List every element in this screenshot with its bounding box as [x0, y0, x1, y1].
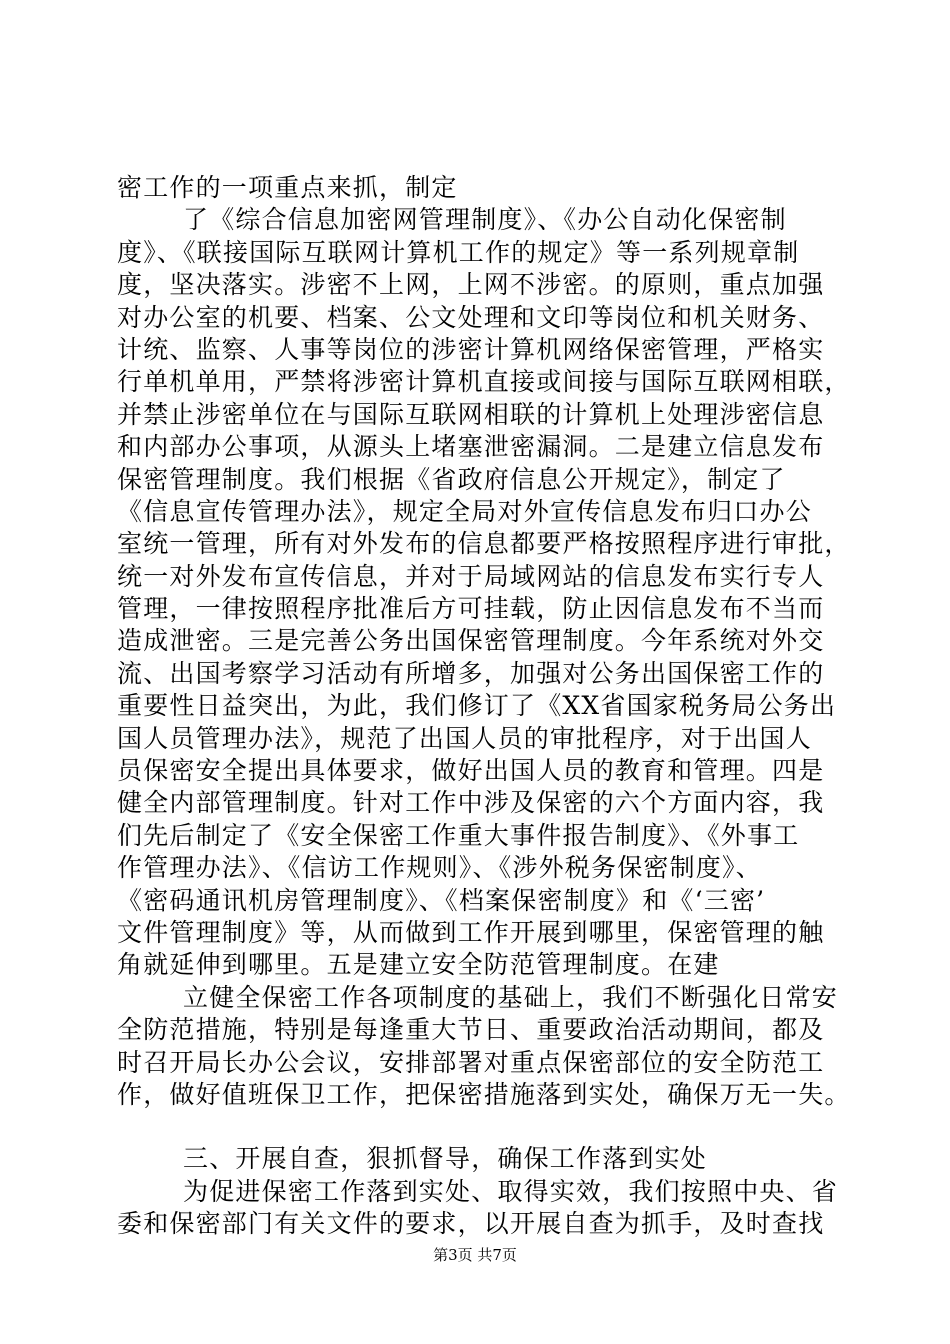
text-line: 《信息宣传管理办法》，规定全局对外宣传信息发布归口办公: [117, 496, 812, 526]
text-line: 们先后制定了《安全保密工作重大事件报告制度》、《外事工: [117, 820, 800, 850]
text-line: 管理，一律按照程序批准后方可挂载，防止因信息发布不当而: [117, 594, 825, 624]
paragraph: [117, 204, 851, 981]
text-line: 全防范措施，特别是每逢重大节日、重要政治活动期间，都及: [117, 1015, 825, 1045]
text-line: 度》、《联接国际互联网计算机工作的规定》等一系列规章制: [117, 237, 800, 267]
text-line: 造成泄密。三是完善公务出国保密管理制度。今年系统对外交: [117, 626, 825, 656]
text-line: 立健全保密工作各项制度的基础上，我们不断强化日常安: [183, 982, 839, 1012]
text-line: 度，坚决落实。涉密不上网，上网不涉密。的原则，重点加强: [117, 270, 825, 300]
text-line: 作，做好值班保卫工作，把保密措施落到实处，确保万无一失。: [117, 1079, 851, 1109]
text-line: 行单机单用，严禁将涉密计算机直接或间接与国际互联网相联，: [117, 367, 851, 397]
text-line: 和内部办公事项，从源头上堵塞泄密漏洞。二是建立信息发布: [117, 432, 825, 462]
text-line: 委和保密部门有关文件的要求，以开展自查为抓手，及时查找: [117, 1209, 825, 1239]
section-heading: [117, 1143, 837, 1175]
text-line: 统一对外发布宣传信息，并对于局域网站的信息发布实行专人: [117, 561, 825, 591]
document-body: [117, 172, 851, 1241]
text-line: 为促进保密工作落到实处、取得实效，我们按照中央、省: [183, 1176, 839, 1206]
text-line: 保密管理制度。我们根据《省政府信息公开规定》，制定了: [117, 464, 786, 494]
paragraph: [117, 982, 851, 1112]
text-line: 国人员管理办法》，规范了出国人员的审批程序，对于出国人: [117, 723, 812, 753]
paragraph: [117, 172, 837, 204]
text-line: 健全内部管理制度。针对工作中涉及保密的六个方面内容，我: [117, 788, 825, 818]
text-line: 并禁止涉密单位在与国际互联网相联的计算机上处理涉密信息: [117, 399, 825, 429]
paragraph: [117, 1176, 837, 1241]
text-line: 流、出国考察学习活动有所增多，加强对公务出国保密工作的: [117, 658, 825, 688]
text-line: 文件管理制度》等，从而做到工作开展到哪里，保密管理的触: [117, 917, 825, 947]
text-line: 时召开局长办公会议，安排部署对重点保密部位的安全防范工: [117, 1047, 825, 1077]
text-line: 对办公室的机要、档案、公文处理和文印等岗位和机关财务、: [117, 302, 825, 332]
text-line: 《密码通讯机房管理制度》、《档案保密制度》和《‘三密’: [117, 885, 766, 915]
text-line: 室统一管理，所有对外发布的信息都要严格按照程序进行审批，: [117, 529, 851, 559]
text-line: 了《综合信息加密网管理制度》、《办公自动化保密制: [183, 205, 787, 235]
text-line: 三、开展自查，狠抓督导，确保工作落到实处: [183, 1144, 708, 1174]
text-line: 重要性日益突出，为此，我们修订了《XX省国家税务局公务出: [117, 691, 837, 721]
text-line: 角就延伸到哪里。五是建立安全防范管理制度。在建: [117, 950, 720, 980]
text-line: 密工作的一项重点来抓，制定: [117, 173, 458, 202]
text-line: 作管理办法》、《信访工作规则》、《涉外税务保密制度》、: [117, 853, 762, 883]
page-footer: 第3页 共7页: [433, 1246, 517, 1264]
text-line: 计统、监察、人事等岗位的涉密计算机网络保密管理，严格实: [117, 334, 825, 364]
paragraph-gap: [117, 1111, 837, 1143]
text-line: 员保密安全提出具体要求，做好出国人员的教育和管理。四是: [117, 756, 825, 786]
